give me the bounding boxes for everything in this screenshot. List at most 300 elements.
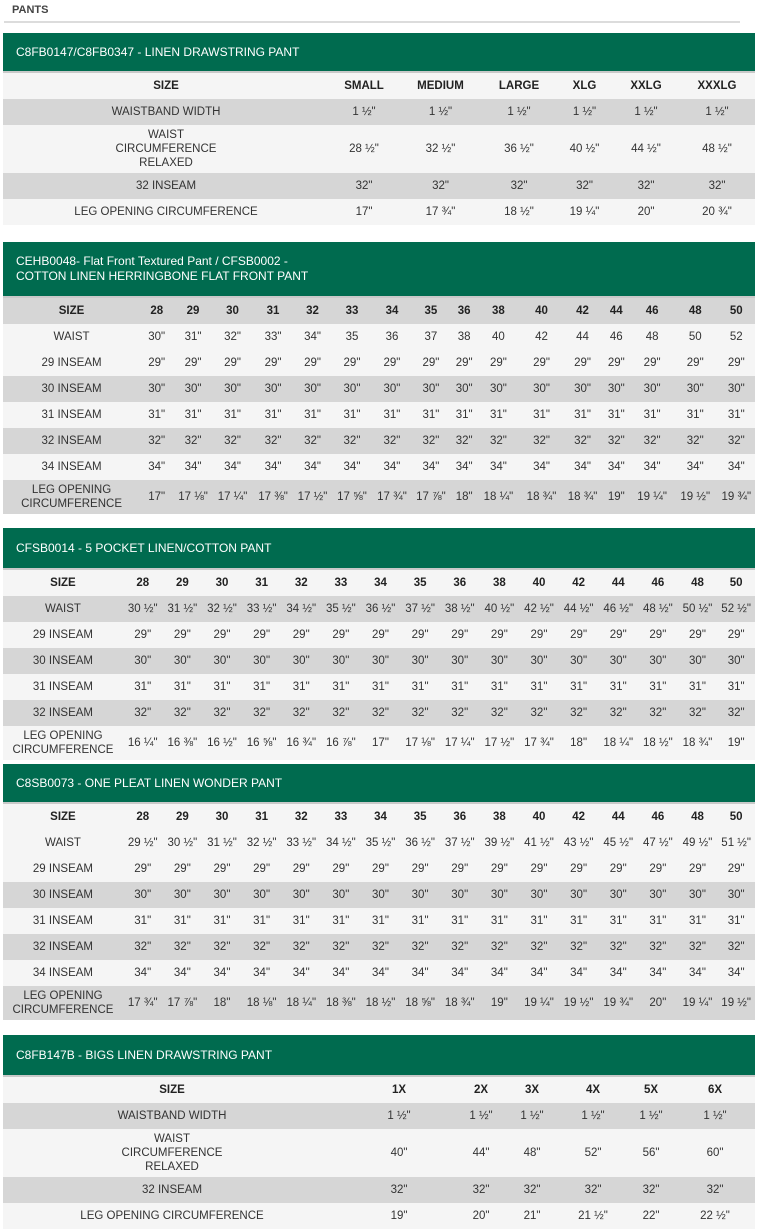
measurement-value: 22" <box>642 1210 660 1222</box>
measurement-value: 32" <box>148 435 166 447</box>
size-column-header: 4X <box>585 1084 601 1096</box>
size-column-header: 30 <box>226 305 239 317</box>
measurement-value: 17 ¾" <box>425 206 456 218</box>
measurement-value: 29" <box>490 629 508 641</box>
measurement-value: 31 ½" <box>207 837 237 849</box>
measurement-value: 21" <box>523 1210 541 1222</box>
measurement-row <box>3 1129 755 1177</box>
measurement-value: 30" <box>609 655 627 667</box>
size-column-header: 28 <box>136 577 150 589</box>
size-column-header: 50 <box>729 305 743 317</box>
measurement-value: 40" <box>390 1147 408 1159</box>
measurement-value: 36 ½" <box>365 603 396 615</box>
measurement-value: 31" <box>727 681 745 693</box>
measurement-label: 31 INSEAM <box>32 681 93 693</box>
measurement-value: 32" <box>706 1184 724 1196</box>
measurement-value: 34" <box>609 967 627 979</box>
measurement-row <box>3 428 755 454</box>
size-column-header: 31 <box>255 577 268 589</box>
size-column-header: 33 <box>345 305 359 317</box>
measurement-value: 37 <box>424 331 438 343</box>
measurement-value: 30" <box>148 383 166 395</box>
title-divider <box>4 21 740 23</box>
measurement-value: 48 <box>645 331 659 343</box>
measurement-value: 34" <box>372 967 389 979</box>
measurement-value: 31" <box>609 915 627 927</box>
section-title: C8FB0147/C8FB0347 - LINEN DRAWSTRING PANT <box>16 44 300 59</box>
measurement-value: 32" <box>584 1184 602 1196</box>
measurement-value: 31" <box>411 915 429 927</box>
measurement-value: 19 ¼" <box>637 491 667 503</box>
measurement-value: 31" <box>253 681 271 693</box>
measurement-value: 32" <box>649 707 667 719</box>
measurement-value: 32" <box>332 941 350 953</box>
measurement-value: 30" <box>490 655 508 667</box>
measurement-value: 31" <box>253 915 271 927</box>
size-column-header: 38 <box>492 577 506 589</box>
measurement-value: 34" <box>383 461 401 473</box>
measurement-value: 36 ½" <box>405 837 435 849</box>
measurement-value: 30" <box>372 655 389 667</box>
measurement-value: 29" <box>411 629 429 641</box>
measurement-value: 32" <box>708 180 726 192</box>
measurement-value: 34" <box>184 461 202 473</box>
measurement-value: 1 ½" <box>469 1110 493 1122</box>
measurement-value: 17" <box>148 491 166 503</box>
measurement-value: 29" <box>411 863 429 875</box>
size-header-row <box>3 298 755 324</box>
measurement-row <box>3 1203 755 1229</box>
measurement-value: 31" <box>530 681 548 693</box>
measurement-value: 42 <box>535 331 548 343</box>
measurement-value: 20 ¾" <box>702 206 732 218</box>
measurement-value: 30" <box>213 889 231 901</box>
measurement-value: 34" <box>574 461 591 473</box>
measurement-row <box>3 700 755 726</box>
section-title: CEHB0048- Flat Front Textured Pant / CFSB0002 - COTTON LINEN HERRINGBONE FLAT FRONT PANT <box>16 254 309 283</box>
measurement-value: 32" <box>523 1184 541 1196</box>
measurement-value: 1 ½" <box>639 1110 663 1122</box>
measurement-value: 30" <box>727 889 745 901</box>
measurement-value: 32" <box>224 331 241 343</box>
size-column-label: SIZE <box>50 577 76 589</box>
measurement-value: 52 ½" <box>721 603 751 615</box>
measurement-value: 32" <box>213 941 231 953</box>
measurement-value: 30" <box>383 383 401 395</box>
measurement-value: 34" <box>253 967 271 979</box>
measurement-value: 38 <box>457 331 471 343</box>
measurement-value: 32" <box>637 180 655 192</box>
measurement-value: 32" <box>530 707 548 719</box>
measurement-value: 31" <box>304 409 321 421</box>
measurement-value: 28 ½" <box>349 143 379 155</box>
measurement-value: 21 ½" <box>578 1210 608 1222</box>
size-column-header: XXLG <box>630 80 662 92</box>
size-column-header: 29 <box>175 811 189 823</box>
measurement-value: 1 ½" <box>705 106 729 118</box>
measurement-value: 18 ⅜" <box>326 997 356 1009</box>
measurement-value: 19 ¼" <box>569 206 600 218</box>
size-header-row <box>3 73 755 99</box>
measurement-value: 34" <box>332 967 350 979</box>
measurement-value: 18 ½" <box>643 737 673 749</box>
section-title: C8FB147B - BIGS LINEN DRAWSTRING PANT <box>16 1047 273 1062</box>
size-column-header: 38 <box>492 305 505 317</box>
measurement-value: 30" <box>173 655 191 667</box>
size-column-header: 32 <box>294 577 308 589</box>
size-column-label: SIZE <box>58 305 85 317</box>
measurement-row <box>3 480 755 514</box>
measurement-value: 31" <box>343 409 361 421</box>
size-column-header: 46 <box>651 577 665 589</box>
size-column-header: 36 <box>453 811 467 823</box>
measurement-value: 29" <box>607 357 625 369</box>
measurement-value: 31" <box>574 409 591 421</box>
measurement-value: 29" <box>264 357 282 369</box>
size-column-header: 46 <box>651 811 665 823</box>
measurement-value: 29" <box>253 629 271 641</box>
measurement-value: 32" <box>727 707 745 719</box>
measurement-value: 29" <box>213 629 231 641</box>
measurement-value: 18 ¼" <box>603 737 634 749</box>
size-column-header: 48 <box>688 305 702 317</box>
measurement-value: 29" <box>134 863 152 875</box>
measurement-row <box>3 199 755 225</box>
measurement-value: 50 <box>688 331 702 343</box>
measurement-value: 17 ⅞" <box>416 491 446 503</box>
measurement-value: 29" <box>332 629 350 641</box>
section-title: C8SB0073 - ONE PLEAT LINEN WONDER PANT <box>16 775 283 790</box>
measurement-value: 34" <box>455 461 473 473</box>
size-column-header: 31 <box>266 305 280 317</box>
measurement-value: 18 ⅝" <box>405 997 435 1009</box>
measurement-value: 29" <box>570 629 588 641</box>
measurement-label: 32 INSEAM <box>32 707 93 719</box>
size-chart-section <box>3 528 755 760</box>
measurement-row <box>3 908 755 934</box>
measurement-value: 18 ⅛" <box>246 997 277 1009</box>
measurement-row <box>3 376 755 402</box>
section-title: CFSB0014 - 5 POCKET LINEN/COTTON PANT <box>16 540 272 555</box>
measurement-value: 30" <box>574 383 591 395</box>
measurement-value: 17 ¼" <box>444 737 475 749</box>
measurement-value: 34" <box>173 967 191 979</box>
measurement-value: 32" <box>173 941 191 953</box>
measurement-value: 32" <box>355 180 373 192</box>
measurement-value: 36 <box>385 331 399 343</box>
section-header <box>3 764 755 804</box>
measurement-value: 29" <box>533 357 550 369</box>
measurement-value: 22 ½" <box>700 1210 730 1222</box>
size-chart-section <box>3 1035 755 1229</box>
measurement-value: 20" <box>637 206 655 218</box>
measurement-value: 33" <box>264 331 282 343</box>
measurement-value: 31" <box>422 409 440 421</box>
measurement-value: 37 ½" <box>405 603 435 615</box>
measurement-value: 29 ½" <box>127 837 158 849</box>
measurement-row <box>3 882 755 908</box>
measurement-value: 34" <box>607 461 625 473</box>
measurement-value: 40 ½" <box>569 143 600 155</box>
measurement-value: 29" <box>292 629 310 641</box>
measurement-value: 29" <box>649 629 667 641</box>
measurement-value: 34" <box>533 461 550 473</box>
measurement-value: 29" <box>383 357 401 369</box>
measurement-value: 32" <box>253 707 271 719</box>
measurement-value: 32" <box>390 1184 408 1196</box>
size-column-header: 3X <box>524 1084 540 1096</box>
measurement-value: 31" <box>264 409 282 421</box>
measurement-value: 1 ½" <box>387 1110 411 1122</box>
measurement-label: LEG OPENING CIRCUMFERENCE <box>12 990 114 1016</box>
measurement-value: 19 ¾" <box>721 491 752 503</box>
measurement-value: 34" <box>727 461 745 473</box>
size-column-header: 40 <box>535 305 548 317</box>
measurement-value: 31" <box>533 409 550 421</box>
measurement-value: 30" <box>372 889 389 901</box>
measurement-label: LEG OPENING CIRCUMFERENCE <box>74 206 258 218</box>
measurement-label: 29 INSEAM <box>41 357 102 369</box>
measurement-value: 17 ⅞" <box>167 997 198 1009</box>
measurement-label: 30 INSEAM <box>32 889 93 901</box>
measurement-value: 34 ½" <box>326 837 356 849</box>
measurement-value: 34" <box>343 461 361 473</box>
measurement-value: 29" <box>649 863 667 875</box>
measurement-value: 31" <box>173 915 191 927</box>
measurement-label: WAIST <box>53 331 90 343</box>
measurement-value: 31" <box>332 915 350 927</box>
size-header-row <box>3 804 755 830</box>
measurement-value: 32" <box>642 1184 660 1196</box>
size-column-header: 34 <box>374 811 387 823</box>
measurement-value: 34" <box>649 967 667 979</box>
measurement-value: 31" <box>649 915 667 927</box>
section-header <box>3 1035 755 1077</box>
measurement-value: 29" <box>213 863 231 875</box>
measurement-value: 34 ½" <box>286 603 317 615</box>
measurement-value: 33 ½" <box>246 603 277 615</box>
measurement-value: 1 ½" <box>703 1110 727 1122</box>
measurement-value: 30" <box>332 655 350 667</box>
measurement-label: LEG OPENING CIRCUMFERENCE <box>21 484 123 510</box>
measurement-value: 32" <box>304 435 321 447</box>
measurement-value: 30" <box>649 655 667 667</box>
measurement-value: 44 <box>576 331 589 343</box>
measurement-label: 34 INSEAM <box>41 461 102 473</box>
section-header <box>3 528 755 570</box>
size-column-header: 6X <box>707 1084 723 1096</box>
measurement-value: 31" <box>727 409 745 421</box>
measurement-value: 32" <box>570 707 588 719</box>
measurement-value: 1 ½" <box>507 106 531 118</box>
measurement-label: WAIST CIRCUMFERENCE RELAXED <box>115 129 217 169</box>
measurement-value: 29" <box>372 629 389 641</box>
measurement-row <box>3 324 755 350</box>
measurement-value: 32" <box>264 435 282 447</box>
size-column-header: 35 <box>413 811 427 823</box>
size-column-header: 32 <box>306 305 319 317</box>
size-column-header: 35 <box>413 577 427 589</box>
measurement-value: 29" <box>689 629 706 641</box>
size-column-header: 29 <box>175 577 189 589</box>
measurement-value: 29" <box>224 357 241 369</box>
measurement-value: 38 ½" <box>444 603 475 615</box>
measurement-value: 31" <box>134 681 152 693</box>
measurement-value: 32" <box>134 941 152 953</box>
size-column-header: 42 <box>576 305 589 317</box>
measurement-value: 31" <box>383 409 401 421</box>
measurement-value: 30" <box>727 655 745 667</box>
measurement-value: 31" <box>643 409 661 421</box>
measurement-value: 34" <box>411 967 429 979</box>
measurement-value: 34" <box>489 461 507 473</box>
measurement-value: 17 ⅜" <box>258 491 288 503</box>
size-column-header: 46 <box>645 305 659 317</box>
measurement-value: 34" <box>530 967 548 979</box>
measurement-value: 32" <box>643 435 661 447</box>
measurement-label: 31 INSEAM <box>41 409 102 421</box>
measurement-value: 18 ¾" <box>526 491 557 503</box>
measurement-value: 31" <box>609 681 627 693</box>
measurement-value: 30" <box>727 383 745 395</box>
measurement-value: 31" <box>727 915 745 927</box>
measurement-value: 18 ¼" <box>483 491 514 503</box>
measurement-value: 32" <box>727 435 745 447</box>
measurement-row <box>3 960 755 986</box>
measurement-value: 20" <box>649 997 667 1009</box>
measurement-label: LEG OPENING CIRCUMFERENCE <box>12 730 114 756</box>
size-column-header: 44 <box>611 577 625 589</box>
measurement-value: 30" <box>530 655 548 667</box>
measurement-value: 31" <box>332 681 350 693</box>
size-column-header: 1X <box>391 1084 407 1096</box>
measurement-value: 16 ½" <box>207 737 237 749</box>
measurement-value: 31" <box>570 681 588 693</box>
measurement-value: 45 ½" <box>603 837 634 849</box>
measurement-value: 32" <box>253 941 271 953</box>
measurement-value: 42 ½" <box>524 603 554 615</box>
measurement-value: 34" <box>292 967 310 979</box>
measurement-value: 29" <box>490 863 508 875</box>
measurement-value: 31 ½" <box>167 603 198 615</box>
measurement-value: 32" <box>372 707 389 719</box>
measurement-value: 32" <box>689 707 706 719</box>
measurement-value: 32" <box>224 435 241 447</box>
measurement-value: 19 ½" <box>563 997 594 1009</box>
measurement-label: LEG OPENING CIRCUMFERENCE <box>80 1210 264 1222</box>
measurement-value: 31" <box>530 915 548 927</box>
measurement-value: 32" <box>530 941 548 953</box>
measurement-value: 32" <box>411 941 429 953</box>
measurement-value: 34" <box>148 461 166 473</box>
measurement-value: 31" <box>570 915 588 927</box>
measurement-value: 44" <box>472 1147 490 1159</box>
measurement-value: 34" <box>134 967 152 979</box>
measurement-value: 31" <box>451 681 469 693</box>
measurement-label: 29 INSEAM <box>32 629 93 641</box>
measurement-label: WAISTBAND WIDTH <box>117 1110 227 1122</box>
measurement-value: 30" <box>411 889 429 901</box>
page-title: PANTS <box>12 4 49 16</box>
measurement-value: 39 ½" <box>484 837 515 849</box>
measurement-value: 40 ½" <box>484 603 515 615</box>
measurement-value: 29" <box>292 863 310 875</box>
measurement-row <box>3 986 755 1020</box>
measurement-label: 31 INSEAM <box>32 915 93 927</box>
size-column-header: 50 <box>729 577 743 589</box>
measurement-value: 29" <box>422 357 440 369</box>
size-column-header: MEDIUM <box>417 80 464 92</box>
size-column-header: 40 <box>532 577 546 589</box>
measurement-value: 29" <box>184 357 202 369</box>
measurement-value: 31" <box>649 681 667 693</box>
measurement-value: 16 ¾" <box>286 737 317 749</box>
size-column-header: 33 <box>334 577 348 589</box>
measurement-value: 51 ½" <box>721 837 751 849</box>
measurement-value: 31" <box>213 681 231 693</box>
measurement-value: 29" <box>148 357 166 369</box>
measurement-value: 30" <box>609 889 627 901</box>
measurement-value: 32" <box>727 941 745 953</box>
measurement-value: 29" <box>727 629 745 641</box>
measurement-value: 30" <box>253 889 271 901</box>
measurement-value: 31" <box>490 915 508 927</box>
measurement-value: 29" <box>689 863 706 875</box>
measurement-value: 29" <box>134 629 152 641</box>
measurement-value: 19" <box>490 997 508 1009</box>
measurement-value: 17 ½" <box>297 491 328 503</box>
measurement-value: 34" <box>643 461 661 473</box>
measurement-value: 32" <box>383 435 401 447</box>
measurement-row <box>3 830 755 856</box>
measurement-value: 29" <box>455 357 473 369</box>
measurement-value: 29" <box>574 357 591 369</box>
measurement-value: 19" <box>607 491 625 503</box>
measurement-value: 32 ½" <box>207 603 237 615</box>
size-table <box>3 73 755 225</box>
size-chart-section <box>3 33 755 225</box>
size-column-header: 40 <box>532 811 546 823</box>
measurement-value: 31" <box>184 331 202 343</box>
measurement-value: 31" <box>489 409 507 421</box>
measurement-value: 16 ⅞" <box>326 737 356 749</box>
measurement-value: 30" <box>689 655 706 667</box>
measurement-value: 18 ½" <box>504 206 534 218</box>
measurement-value: 47 ½" <box>643 837 673 849</box>
size-column-header: XXXLG <box>697 80 737 92</box>
size-column-header: 38 <box>492 811 506 823</box>
size-column-header: 5X <box>643 1084 659 1096</box>
size-column-header: 31 <box>255 811 268 823</box>
measurement-value: 34" <box>689 967 706 979</box>
measurement-value: 30" <box>224 383 241 395</box>
size-table <box>3 298 755 514</box>
measurement-value: 19 ½" <box>680 491 711 503</box>
measurement-value: 31" <box>148 409 166 421</box>
measurement-value: 32" <box>574 435 591 447</box>
measurement-value: 32" <box>649 941 667 953</box>
measurement-value: 31" <box>224 409 241 421</box>
measurement-value: 29" <box>173 863 191 875</box>
measurement-label: WAISTBAND WIDTH <box>111 106 221 118</box>
measurement-value: 29" <box>253 863 271 875</box>
measurement-value: 34" <box>686 461 704 473</box>
section-header <box>3 33 755 73</box>
measurement-value: 31" <box>372 681 389 693</box>
size-column-label: SIZE <box>153 80 179 92</box>
measurement-value: 17 ⅛" <box>178 491 208 503</box>
size-column-header: 28 <box>136 811 150 823</box>
